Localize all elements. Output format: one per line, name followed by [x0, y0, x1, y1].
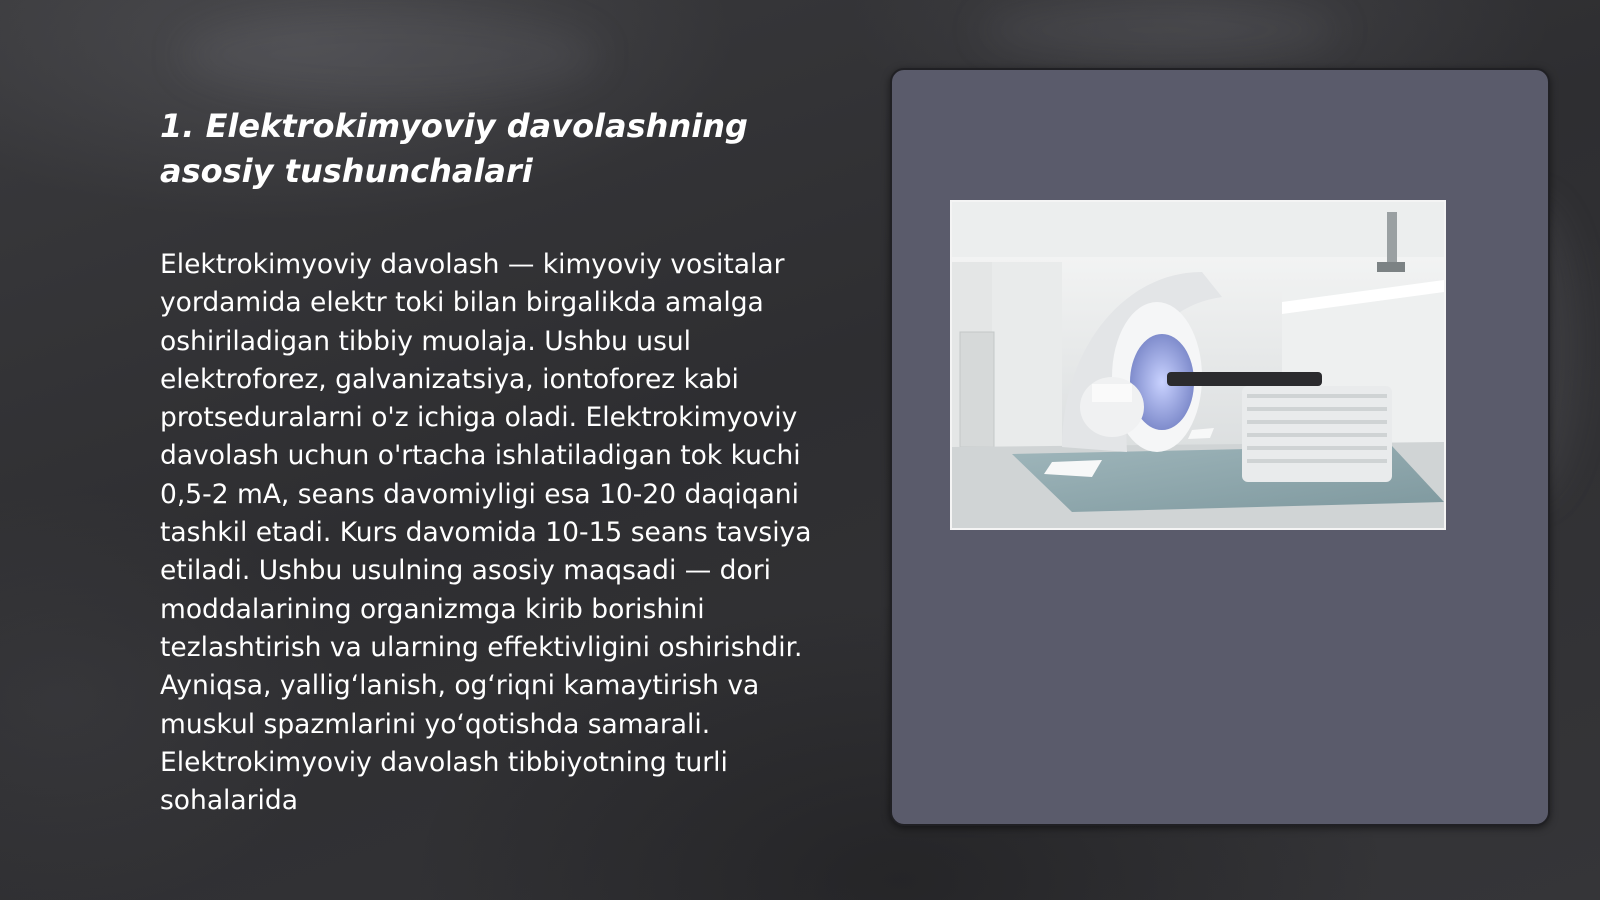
radiotherapy-room-photo	[950, 200, 1446, 530]
slide-body-text: Elektrokimyoviy davolash — kimyoviy vositalar yordamida elektr toki bilan birgalikda amalga oshiriladigan tibbiy muolaja. Ushbu usul elektroforez, galvanizatsiya, iontoforez kabi protseduralarni o'z ichiga oladi. Elektrokimyoviy davolash uchun o'rtacha ishlatiladigan tok kuchi 0,5-2 mA, seans davomiyligi esa 10-20 daqiqani tashkil etadi. Kurs davomida 10-15 seans tavsiya etiladi. Ushbu usulning asosiy maqsadi — dori moddalarining organizmga kirib borishini tezlashtirish va ularning effektivligini oshirishdir. Ayniqsa, yallig‘lanish, og‘riqni kamaytirish va muskul spazmlarini yo‘qotishda samarali. Elektrokimyoviy davolash tibbiyotning turli sohalarida	[160, 249, 812, 817]
slide-title: 1. Elektrokimyoviy davolashning asosiy tushunchalari	[160, 107, 748, 190]
chalk-smudge	[980, 0, 1340, 60]
chalk-smudge	[180, 10, 600, 100]
